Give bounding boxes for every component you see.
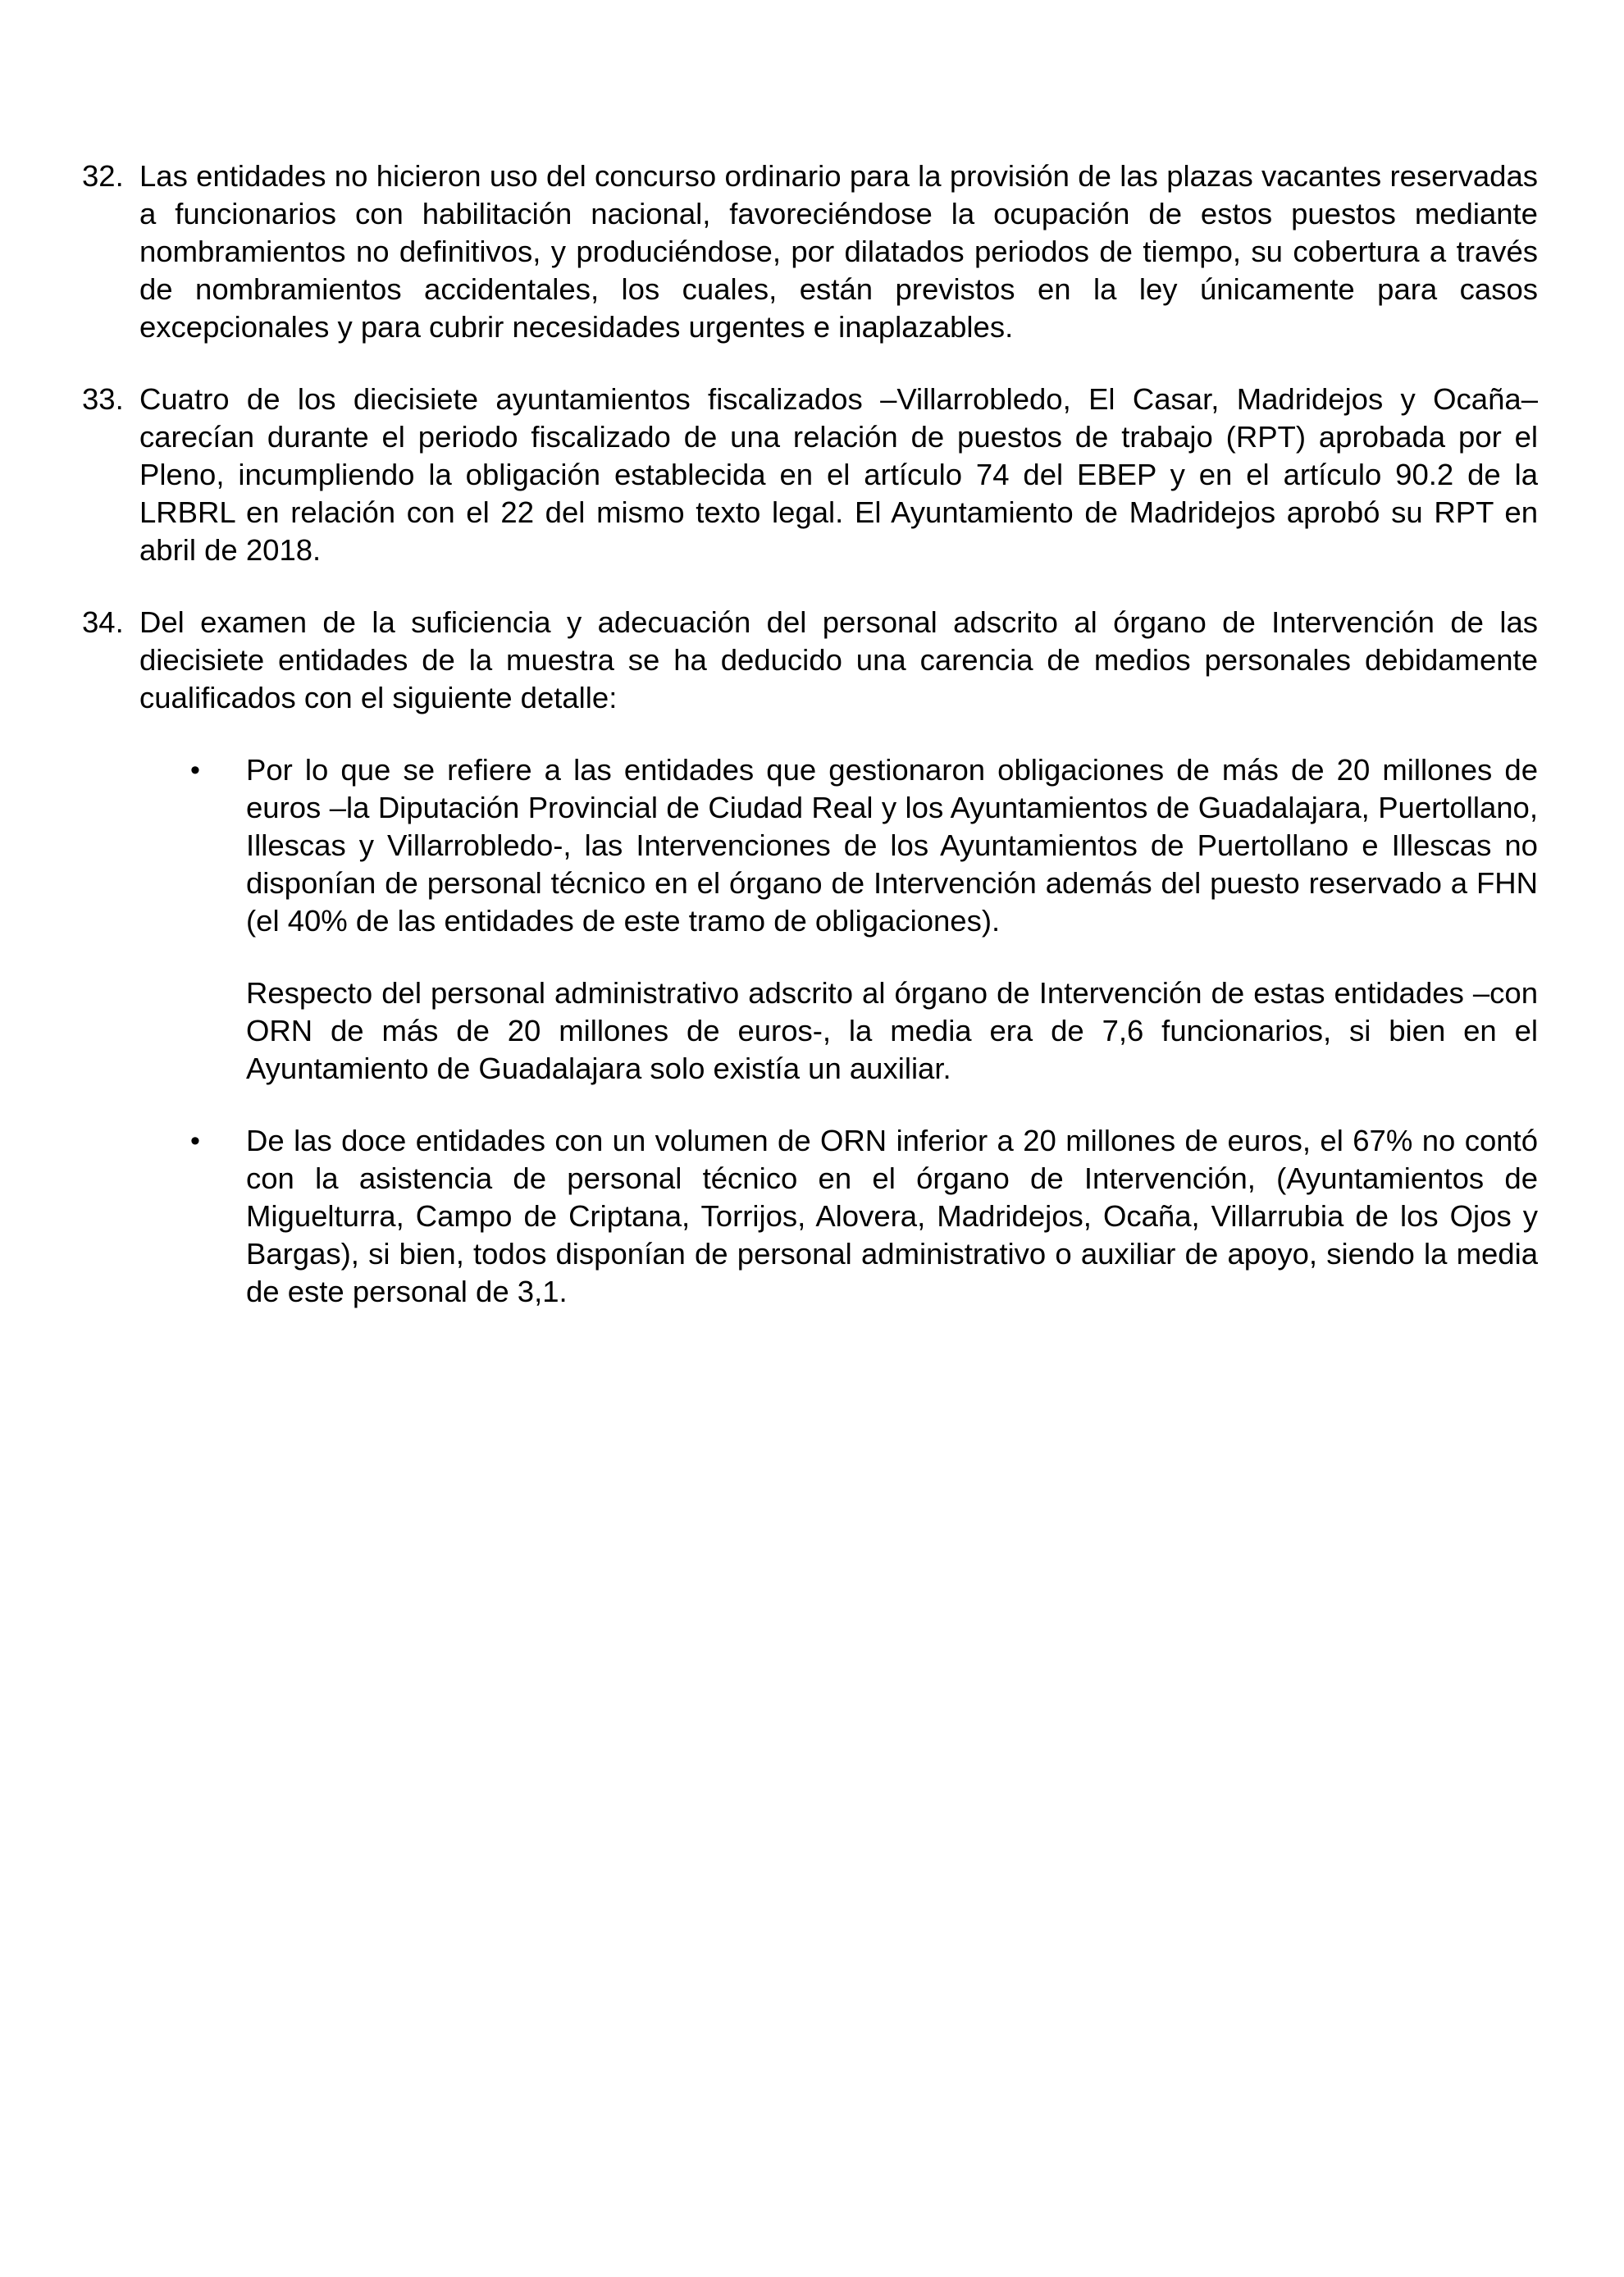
document-body bbox=[82, 157, 1538, 1345]
bullet-subparagraph: Respecto del personal administrativo adscrito al órgano de Intervención de estas entidades –con ORN de más de 20 millones de euros-, la media era de 7,6 funcionarios, si bien en el Ayuntamiento de Guadalajara solo existía un auxiliar. bbox=[246, 976, 1538, 1085]
paragraph-text: Cuatro de los diecisiete ayuntamientos fiscalizados –Villarrobledo, El Casar, Madridejos y Ocaña– carecían durante el periodo fiscalizado de una relación de puestos de trabajo (RPT) aprobada por el Pleno, incumpliendo la obligación establecida en el artículo 74 del EBEP y en el artículo 90.2 de la LRBRL en relación con el 22 del mismo texto legal. El Ayuntamiento de Madridejos aprobó su RPT en abril de 2018. bbox=[139, 382, 1538, 567]
paragraph-number: 32. bbox=[82, 159, 124, 193]
bullet-text: Por lo que se refiere a las entidades que gestionaron obligaciones de más de 20 millones de euros –la Diputación Provincial de Ciudad Real y los Ayuntamientos de Guadalajara, Puertollano, Illescas y Villarrobledo-, las Intervenciones de los Ayuntamientos de Puertollano e Illescas no disponían de personal técnico en el órgano de Intervención además del puesto reservado a FHN (el 40% de las entidades de este tramo de obligaciones). bbox=[246, 753, 1538, 938]
paragraph-33 bbox=[82, 381, 1538, 569]
bullet-item-small-entities bbox=[82, 1122, 1538, 1311]
paragraph-number: 33. bbox=[82, 382, 124, 416]
paragraph-34 bbox=[82, 604, 1538, 717]
paragraph-text: Del examen de la suficiencia y adecuación del personal adscrito al órgano de Intervención de las diecisiete entidades de la muestra se ha deducido una carencia de medios personales debidamente cualificados con el siguiente detalle: bbox=[139, 605, 1538, 714]
bullet-item-large-entities bbox=[82, 751, 1538, 1088]
paragraph-number: 34. bbox=[82, 605, 124, 639]
bullet-icon: • bbox=[190, 755, 200, 786]
bullet-icon: • bbox=[190, 1125, 200, 1157]
bullet-list bbox=[82, 751, 1538, 1311]
paragraph-text: Las entidades no hicieron uso del concurso ordinario para la provisión de las plazas vacantes reservadas a funcionarios con habilitación nacional, favoreciéndose la ocupación de estos puestos mediante nombramientos no definitivos, y produciéndose, por dilatados periodos de tiempo, su cobertura a través de nombramientos accidentales, los cuales, están previstos en la ley únicamente para casos excepcionales y para cubrir necesidades urgentes e inaplazables. bbox=[139, 159, 1538, 344]
bullet-text: De las doce entidades con un volumen de ORN inferior a 20 millones de euros, el 67% no contó con la asistencia de personal técnico en el órgano de Intervención, (Ayuntamientos de Miguelturra, Campo de Criptana, Torrijos, Alovera, Madridejos, Ocaña, Villarrubia de los Ojos y Bargas), si bien, todos disponían de personal administrativo o auxiliar de apoyo, siendo la media de este personal de 3,1. bbox=[246, 1124, 1538, 1308]
paragraph-32 bbox=[82, 157, 1538, 346]
